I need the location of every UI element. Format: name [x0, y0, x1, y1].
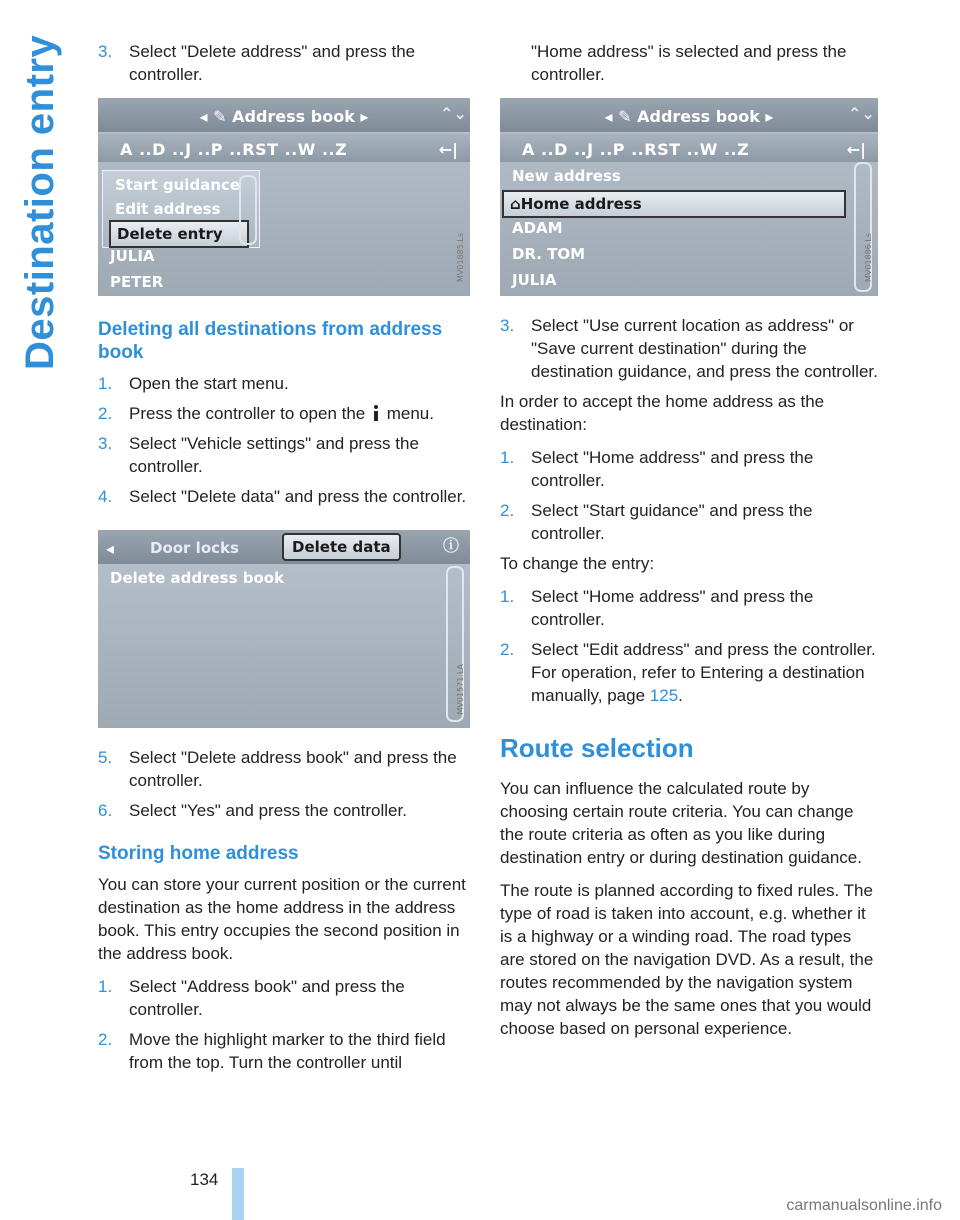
step [500, 446, 878, 492]
step-text: Open the start menu. [129, 374, 289, 393]
paragraph: The route is planned according to fixed rules. The type of road is taken into account, e.g. whether it is a highway or a winding road. The road types are stored on the navigation DVD. As a result, the routes recommended by the navigation system may not always be the same ones that you would choose based on personal experience. [500, 881, 874, 1038]
step-text: Move the highlight marker to the third field from the top. Turn the controller until [129, 1030, 446, 1072]
step-number: 1. [98, 977, 113, 996]
step-number: 1. [500, 448, 515, 467]
side-title [18, 30, 62, 370]
screen-title: ◂ ✎ Address book ▸ [199, 107, 369, 126]
step [98, 402, 470, 425]
alphabet-row [500, 134, 878, 162]
step-text: Select "Start guidance" and press the controller. [531, 501, 813, 543]
list-item: PETER [110, 273, 164, 291]
heading-storing-home-address: Storing home address [98, 843, 299, 864]
step-number: 2. [98, 404, 113, 423]
watermark: carmanualsonline.info [786, 1197, 942, 1214]
step-text: Select "Home address" and press the controller. [531, 587, 814, 629]
screen-address-book-popup [98, 98, 470, 296]
step-text: Select "Delete data" and press the controller. [129, 487, 467, 506]
image-code: MV01571.LA [456, 663, 465, 714]
screen-title-text: Address book [637, 107, 760, 126]
alphabet-index: A ..D ..J ..P ..RST ..W ..Z [522, 140, 750, 159]
popup-menu [102, 170, 260, 248]
step-text: Select "Address book" and press the controller. [129, 977, 405, 1019]
image-code: MV01886.Ls [864, 233, 873, 282]
step-text: Select "Edit address" and press the controller. For operation, refer to Entering a destination manually, page [531, 640, 876, 705]
paragraph: You can store your current position or the current destination as the home address in the address book. This entry occupies the second position in the address book. [98, 875, 466, 963]
popup-item-delete-entry: Delete entry [109, 220, 249, 248]
popup-item-start-guidance: Start guidance [115, 176, 241, 194]
step-continuation: "Home address" is selected and press the controller. [531, 42, 847, 84]
step-text: menu. [386, 404, 434, 423]
screen-title: ◂ ✎ Address book ▸ [604, 107, 774, 126]
step-number: 1. [98, 374, 113, 393]
list-item-home-address: ⌂Home address [502, 190, 846, 218]
step [98, 432, 470, 478]
step-text: Select "Delete address book" and press the controller. [129, 748, 457, 790]
left-arrow-icon: ◂ [106, 539, 115, 558]
list-item: JULIA [110, 247, 155, 265]
step-number: 4. [98, 487, 113, 506]
screen-title-text: Address book [232, 107, 355, 126]
tab-door-locks: Door locks [150, 539, 239, 557]
step-text: Select "Delete address" and press the controller. [129, 42, 416, 84]
screen-address-book-list [500, 98, 878, 296]
info-icon [372, 405, 380, 421]
step-number: 3. [500, 316, 515, 335]
alphabet-row [98, 134, 470, 162]
options-icon: ⌃⌄ [848, 104, 875, 123]
screen-delete-data [98, 530, 470, 728]
list-item: ADAM [512, 219, 563, 237]
step [500, 638, 878, 707]
step-text: Press the controller to open the [129, 404, 366, 423]
list-item-new-address: New address [512, 167, 621, 185]
step-number: 2. [500, 640, 515, 659]
step-number: 1. [500, 587, 515, 606]
list-item: JULIA [512, 271, 557, 289]
list-item-home-address-text: Home address [520, 195, 642, 213]
info-options-icon: ⓘ [442, 536, 459, 555]
step [98, 372, 470, 395]
popup-item-edit-address: Edit address [115, 200, 221, 218]
step [98, 485, 470, 508]
tab-delete-data: Delete data [282, 533, 401, 561]
step-number: 3. [98, 42, 113, 61]
screen-header [98, 530, 470, 564]
step [500, 314, 878, 383]
step-number: 2. [500, 501, 515, 520]
step [98, 746, 470, 792]
step [98, 1028, 470, 1074]
alphabet-index: A ..D ..J ..P ..RST ..W ..Z [120, 140, 348, 159]
heading-delete-all: Deleting all destinations from address book [98, 319, 443, 363]
step-number: 6. [98, 801, 113, 820]
back-arrow-icon: ←| [438, 140, 458, 159]
popup-scrollbar [239, 175, 257, 245]
step-number: 5. [98, 748, 113, 767]
step-text: Select "Vehicle settings" and press the controller. [129, 434, 419, 476]
step-text: Select "Home address" and press the controller. [531, 448, 814, 490]
section-title-route-selection: Route selection [500, 733, 694, 763]
paragraph: You can influence the calculated route by choosing certain route criteria. You can change the route criteria as often as you like during destination entry or during destination guidance. [500, 779, 862, 867]
side-title-text: Destination entry [18, 34, 62, 370]
paragraph: In order to accept the home address as the destination: [500, 392, 825, 434]
list-item: DR. TOM [512, 245, 586, 263]
screen-header [98, 98, 470, 132]
options-icon: ⌃⌄ [440, 104, 467, 123]
step-number: 2. [98, 1030, 113, 1049]
step [500, 585, 878, 631]
step [500, 499, 878, 545]
right-column [500, 40, 878, 1050]
back-arrow-icon: ←| [846, 140, 866, 159]
page-link[interactable]: 125 [649, 686, 679, 705]
step [98, 40, 470, 86]
step [98, 975, 470, 1021]
paragraph: To change the entry: [500, 554, 655, 573]
page-number: 134 [190, 1170, 219, 1189]
step-number: 3. [98, 434, 113, 453]
step [98, 799, 470, 822]
left-column [98, 40, 470, 1081]
screen-header [500, 98, 878, 132]
image-code: MV01885.Ls [456, 233, 465, 282]
step-text: Select "Use current location as address" or "Save current destination" during the destination guidance, and press the controller. [531, 316, 878, 381]
step-text: . [678, 686, 683, 705]
menu-item-delete-address-book: Delete address book [110, 569, 285, 587]
page-bar [232, 1168, 244, 1220]
step-text: Select "Yes" and press the controller. [129, 801, 407, 820]
